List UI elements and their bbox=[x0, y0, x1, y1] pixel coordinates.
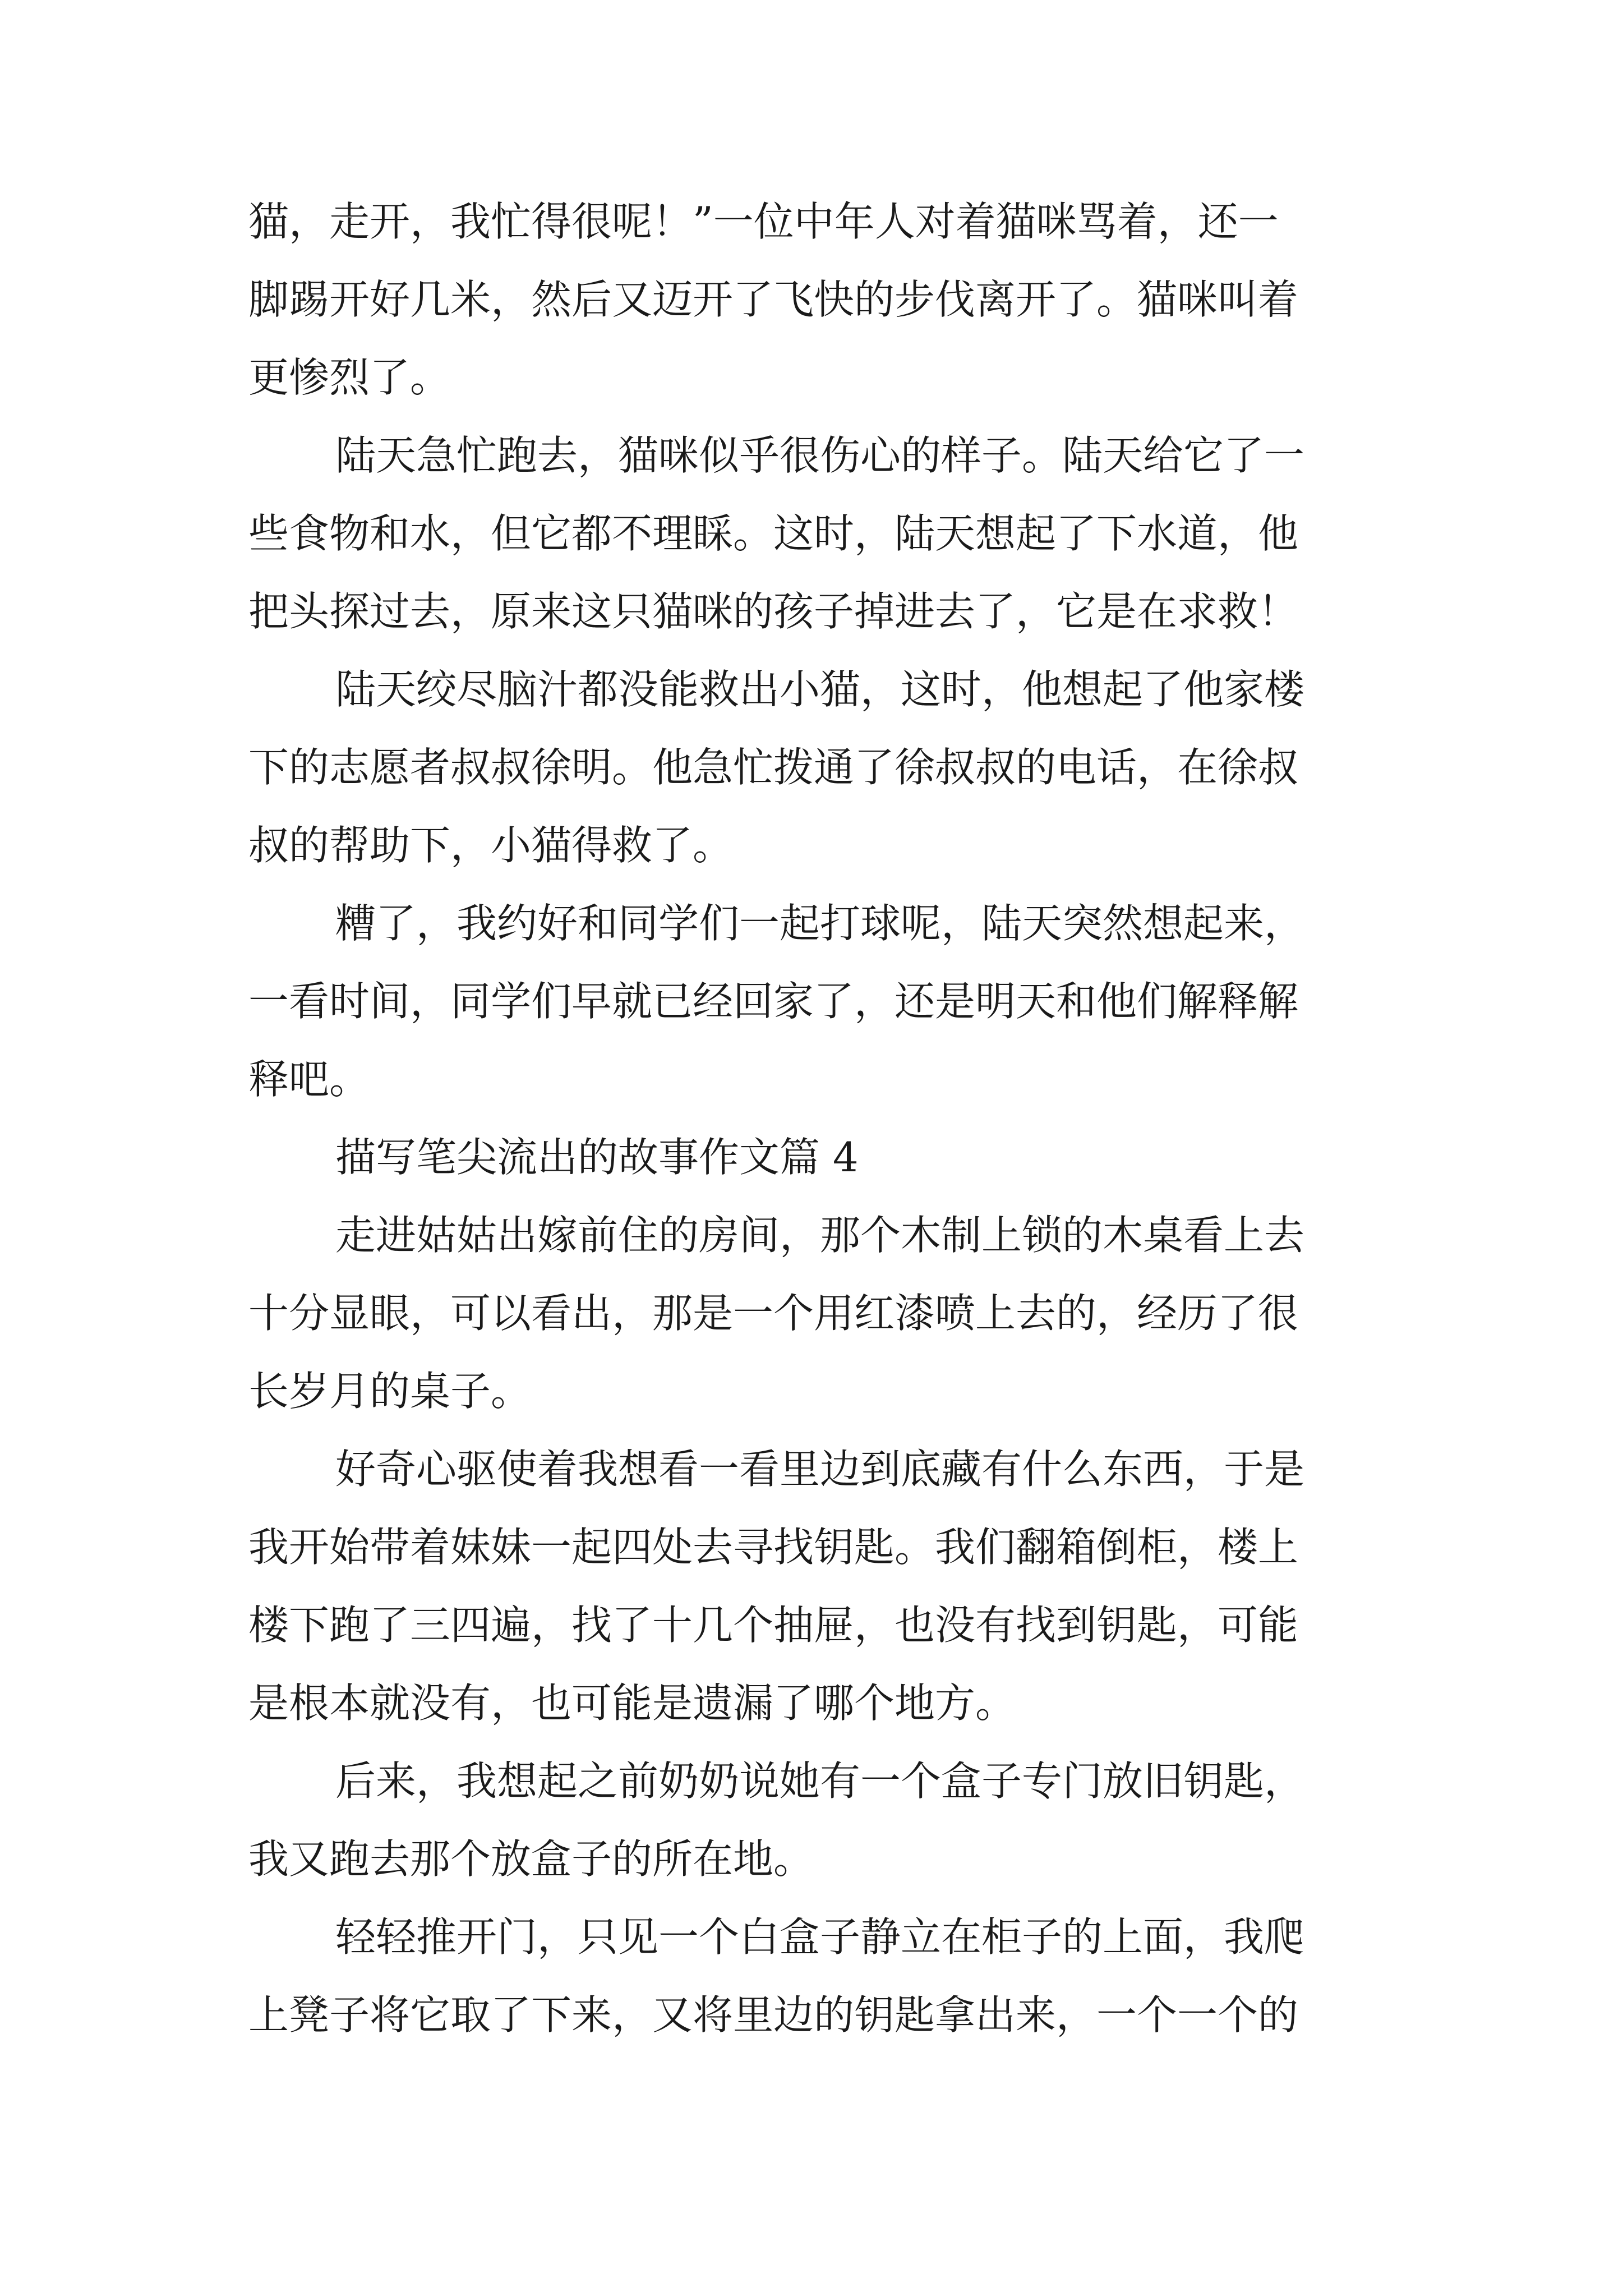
paragraph-first-line: 好奇心驱使着我想看一看里边到底藏有什么东西，于是 bbox=[335, 1446, 1305, 1493]
paragraph-first-line: 轻轻推开门，只见一个白盒子静立在柜子的上面，我爬 bbox=[335, 1913, 1305, 1961]
text-line: 我开始带着妹妹一起四处去寻找钥匙。我们翻箱倒柜，楼上 bbox=[248, 1524, 1299, 1571]
text-line: 更惨烈了。 bbox=[248, 354, 451, 401]
text-line: 十分显眼，可以看出，那是一个用红漆喷上去的，经历了很 bbox=[248, 1290, 1299, 1337]
text-line: 上凳子将它取了下来，又将里边的钥匙拿出来，一个一个的 bbox=[248, 1991, 1299, 2039]
paragraph-first-line: 后来，我想起之前奶奶说她有一个盒子专门放旧钥匙， bbox=[335, 1757, 1305, 1805]
section-heading: 描写笔尖流出的故事作文篇 4 bbox=[335, 1134, 859, 1181]
text-line: 下的志愿者叔叔徐明。他急忙拨通了徐叔叔的电话，在徐叔 bbox=[248, 744, 1299, 791]
text-line: 长岁月的桌子。 bbox=[248, 1368, 532, 1415]
text-line: 是根本就没有，也可能是遗漏了哪个地方。 bbox=[248, 1680, 1016, 1727]
text-line: 猫，走开，我忙得很呢！”一位中年人对着猫咪骂着，还一 bbox=[248, 198, 1279, 245]
text-line: 一看时间，同学们早就已经回家了，还是明天和他们解释解 bbox=[248, 978, 1299, 1025]
paragraph-first-line: 陆天绞尽脑汁都没能救出小猫，这时，他想起了他家楼 bbox=[335, 666, 1305, 713]
text-line: 叔的帮助下，小猫得救了。 bbox=[248, 822, 734, 869]
document-body bbox=[248, 183, 1387, 2054]
paragraph-first-line: 陆天急忙跑去，猫咪似乎很伤心的样子。陆天给它了一 bbox=[335, 432, 1305, 479]
text-line: 楼下跑了三四遍，找了十几个抽屉，也没有找到钥匙，可能 bbox=[248, 1602, 1299, 1649]
paragraph-first-line: 糟了，我约好和同学们一起打球呢，陆天突然想起来， bbox=[335, 900, 1305, 947]
text-line: 我又跑去那个放盒子的所在地。 bbox=[248, 1835, 814, 1883]
text-line: 脚踢开好几米，然后又迈开了飞快的步伐离开了。猫咪叫着 bbox=[248, 276, 1299, 323]
text-line: 些食物和水，但它都不理睬。这时，陆天想起了下水道，他 bbox=[248, 510, 1299, 557]
paragraph-first-line: 走进姑姑出嫁前住的房间，那个木制上锁的木桌看上去 bbox=[335, 1212, 1305, 1259]
text-line: 释吧。 bbox=[248, 1056, 370, 1103]
text-line: 把头探过去，原来这只猫咪的孩子掉进去了，它是在求救！ bbox=[248, 588, 1299, 635]
